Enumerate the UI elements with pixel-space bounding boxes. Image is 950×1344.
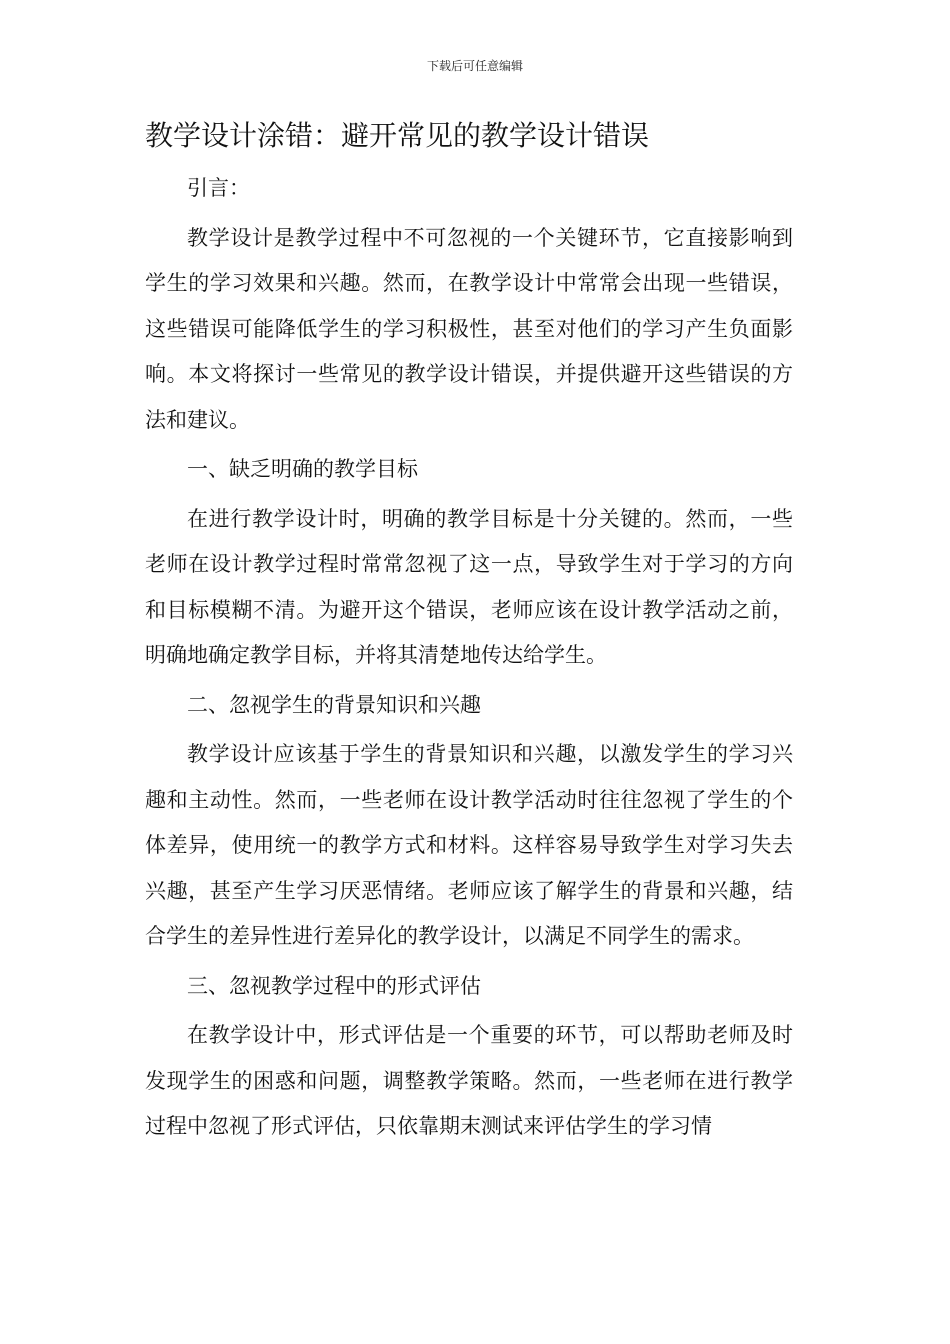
paragraph-section-2: 教学设计应该基于学生的背景知识和兴趣，以激发学生的学习兴趣和主动性。然而，一些老师在设计教学活动时往往忽视了学生的个体差异，使用统一的教学方式和材料。这样容易导致学生对学习失去兴趣，甚至产生学习厌恶情绪。老师应该了解学生的背景和兴趣，结合学生的差异性进行差异化的教学设计，以满足不同学生的需求。 [145,742,793,948]
section-heading-3: 三、忽视教学过程中的形式评估 [187,973,481,998]
page-header-note: 下载后可任意编辑 [426,59,523,73]
paragraph-intro: 教学设计是教学过程中不可忽视的一个关键环节，它直接影响到学生的学习效果和兴趣。然而，在教学设计中常常会出现一些错误，这些错误可能降低学生的学习积极性，甚至对他们的学习产生负面影响。本文将探讨一些常见的教学设计错误，并提供避开这些错误的方法和建议。 [145,225,793,432]
document-body [145,166,793,1154]
paragraph-section-3: 在教学设计中，形式评估是一个重要的环节，可以帮助老师及时发现学生的困惑和问题，调整教学策略。然而，一些老师在进行教学过程中忽视了形式评估，只依靠期末测试来评估学生的学习情 [145,1023,793,1138]
paragraph-section-1: 在进行教学设计时，明确的教学目标是十分关键的。然而，一些老师在设计教学过程时常常忽视了这一点，导致学生对于学习的方向和目标模糊不清。为避开这个错误，老师应该在设计教学活动之前，明确地确定教学目标，并将其清楚地传达给学生。 [145,506,793,667]
section-heading-2: 二、忽视学生的背景知识和兴趣 [187,692,481,717]
section-heading-1: 一、缺乏明确的教学目标 [187,457,418,481]
document-title: 教学设计涂错：避开常见的教学设计错误 [145,119,650,152]
paragraph-intro-label: 引言： [187,176,250,200]
